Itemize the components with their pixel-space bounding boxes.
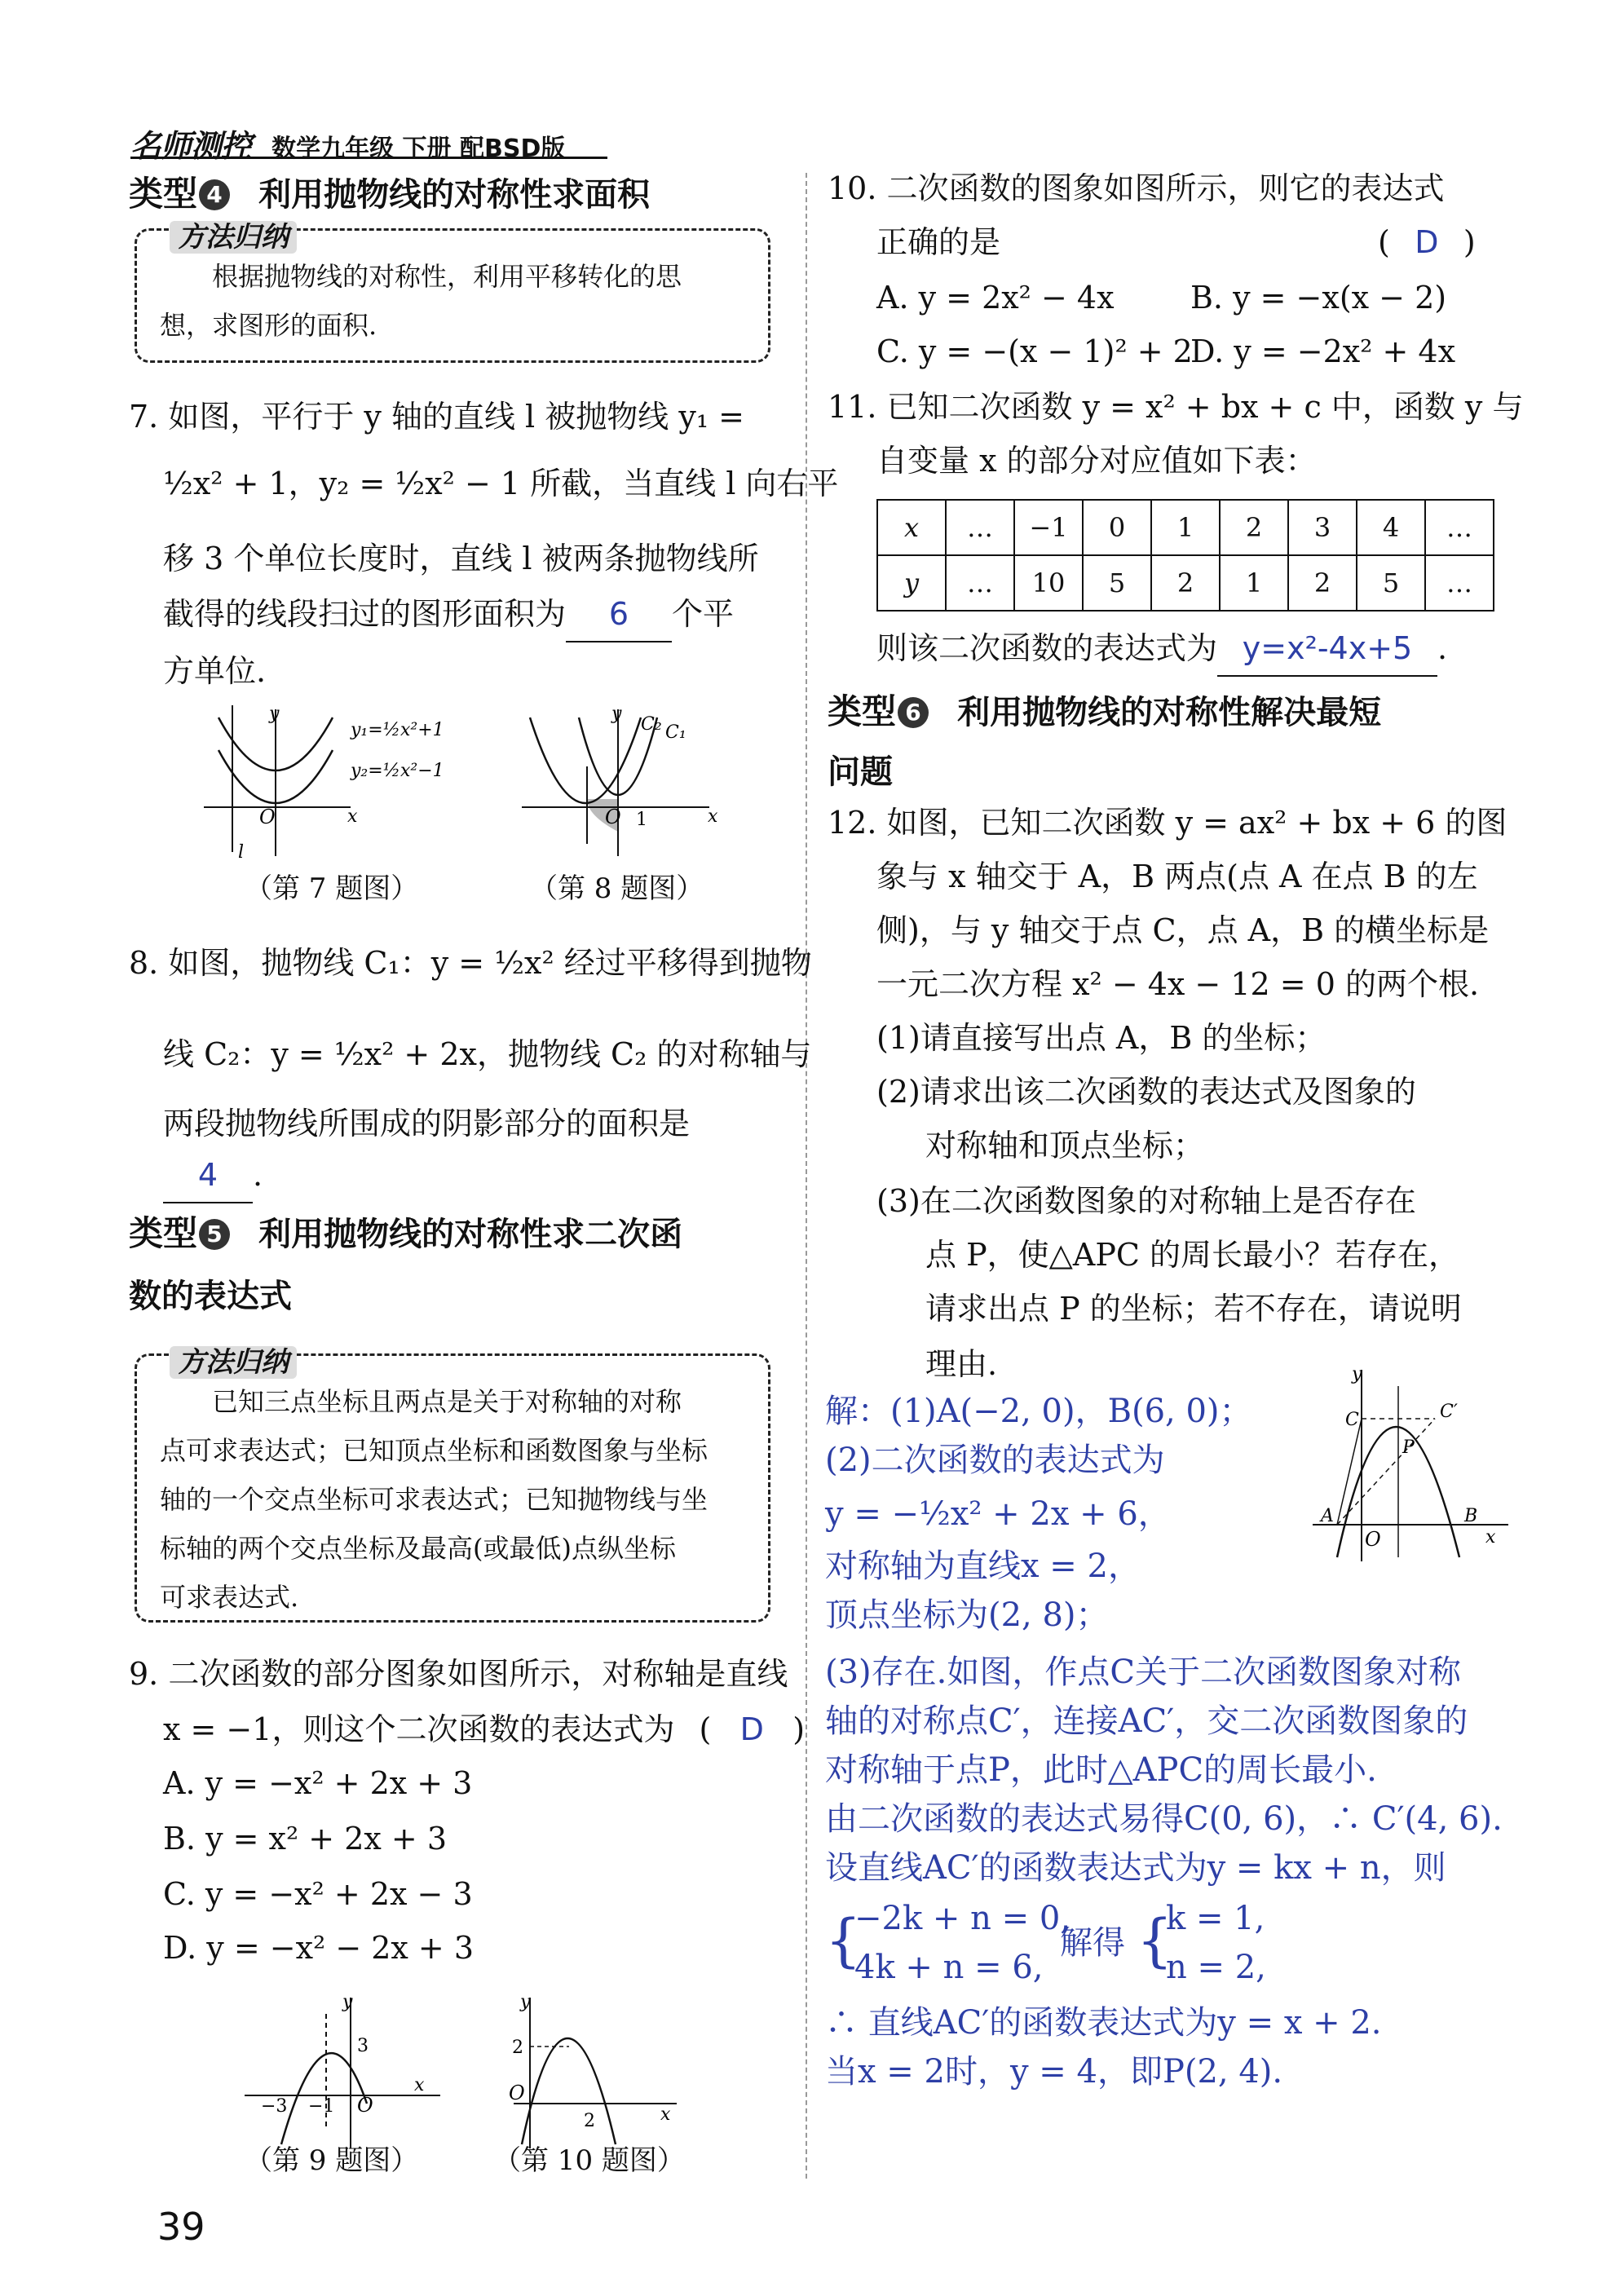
table-cell: −1 xyxy=(1014,500,1083,555)
point-a: A xyxy=(1321,1506,1334,1526)
system-eq: n = 2, xyxy=(1166,1949,1266,1986)
q12-line: 12. 如图，已知二次函数 y = ax² + bx + 6 的图 xyxy=(828,805,1508,841)
table-cell: 1 xyxy=(1220,555,1288,611)
q10-option: C. y = −(x − 1)² + 2 xyxy=(876,333,1193,369)
q10-option: B. y = −x(x − 2) xyxy=(1190,280,1447,316)
q11-answer: y=x²-4x+5 xyxy=(1217,621,1437,677)
figure-12 xyxy=(1304,1362,1516,1565)
fig9-caption: （第 9 题图） xyxy=(245,2144,419,2177)
table-cell: 2 xyxy=(1151,555,1220,611)
axis-y-label: y xyxy=(342,1992,353,2012)
tick-2-y: 2 xyxy=(512,2038,523,2058)
solution-line: ∴ 直线AC′的函数表达式为y = x + 2. xyxy=(825,2004,1382,2042)
axis-x-label: x xyxy=(660,2104,671,2125)
q9-answer-line: x = −1，则这个二次函数的表达式为 ( D ) xyxy=(163,1702,805,1756)
q12-line: 对称轴和顶点坐标； xyxy=(925,1128,1205,1163)
label-y1: y₁=½x²+1 xyxy=(351,720,444,740)
type6-heading xyxy=(828,685,1381,734)
q8-answer-line xyxy=(163,1148,263,1203)
tick-minus3: −3 xyxy=(261,2096,288,2117)
tick-3: 3 xyxy=(357,2036,369,2056)
q8-line: 两段抛物线所围成的阴影部分的面积是 xyxy=(163,1106,691,1141)
q8-line: 8. 如图，抛物线 C₁：y = ½x² 经过平移得到抛物 xyxy=(129,945,812,981)
solution-line: 设直线AC′的函数表达式为y = kx + n，则 xyxy=(825,1849,1446,1887)
method-line: 想，求图形的面积. xyxy=(160,310,377,341)
type-badge: 类型 4 xyxy=(129,167,230,216)
q10-line: 10. 二次函数的图象如图所示，则它的表达式 xyxy=(828,170,1445,206)
book-logo: 名师测控 xyxy=(130,128,252,164)
brace-right: { xyxy=(1137,1907,1173,1974)
fig8-caption: （第 8 题图） xyxy=(530,872,704,905)
axis-y-label: y xyxy=(269,704,280,724)
q7-answer-line xyxy=(163,587,734,642)
q7-line: ½x² + 1，y₂ = ½x² − 1 所截，当直线 l 向右平 xyxy=(163,466,839,501)
point-p: P xyxy=(1402,1437,1415,1458)
solve-word: 解得 xyxy=(1060,1924,1125,1962)
parabola xyxy=(522,2038,616,2144)
figure-9 xyxy=(236,1989,448,2152)
q10-option: A. y = 2x² − 4x xyxy=(876,280,1115,316)
solution-line: 顶点坐标为(2, 8)； xyxy=(825,1596,1109,1634)
axis-y-label: y xyxy=(611,704,622,724)
line-l-label: l xyxy=(238,842,245,863)
table-cell: 5 xyxy=(1357,555,1425,611)
q9-answer: D xyxy=(739,1711,764,1747)
type-badge: 类型 6 xyxy=(828,685,929,734)
q12-line: 理由. xyxy=(925,1346,998,1382)
fig7-caption: （第 7 题图） xyxy=(245,872,419,905)
method-line: 点可求表达式；已知顶点坐标和函数图象与坐标 xyxy=(160,1435,709,1466)
q9-option: D. y = −x² − 2x + 3 xyxy=(163,1930,475,1966)
type6-title-cont: 问题 xyxy=(828,753,893,791)
table-cell: 2 xyxy=(1220,500,1288,555)
q9-line: x = −1，则这个二次函数的表达式为 xyxy=(163,1711,675,1747)
q9-option: A. y = −x² + 2x + 3 xyxy=(163,1765,473,1801)
parabola-c2 xyxy=(530,718,641,803)
axis-x-label: x xyxy=(414,2075,425,2095)
axis-x-label: x xyxy=(708,806,718,827)
q8-answer: 4 xyxy=(163,1148,253,1203)
figure-8 xyxy=(514,701,726,864)
value-table xyxy=(876,499,1494,612)
q9-option: B. y = x² + 2x + 3 xyxy=(163,1821,447,1857)
tick-one: 1 xyxy=(636,810,647,830)
method-line: 标轴的两个交点坐标及最高(或最低)点纵坐标 xyxy=(160,1533,676,1564)
solution-line: 由二次函数的表达式易得C(0, 6)，∴ C′(4, 6). xyxy=(825,1800,1503,1838)
brace-left: { xyxy=(825,1907,862,1974)
type5-title: 利用抛物线的对称性求二次函 xyxy=(258,1216,683,1253)
label-y2: y₂=½x²−1 xyxy=(351,761,444,781)
method-box-4 xyxy=(135,221,770,363)
system-eq: 4k + n = 6, xyxy=(854,1949,1044,1986)
figure-7 xyxy=(188,701,497,864)
point-c: C xyxy=(1345,1410,1359,1430)
type5-heading xyxy=(129,1207,682,1256)
axis-y-label: y xyxy=(520,1992,531,2012)
q12-line: 请求出点 P 的坐标；若不存在，请说明 xyxy=(925,1291,1462,1327)
q10-option: D. y = −2x² + 4x xyxy=(1190,333,1456,369)
method-line: 轴的一个交点坐标可求表达式；已知抛物线与坐 xyxy=(160,1484,709,1515)
q7-line: 截得的线段扫过的图形面积为 xyxy=(163,596,567,632)
point-b: B xyxy=(1464,1506,1478,1526)
table-cell: … xyxy=(1425,555,1494,611)
page-number: 39 xyxy=(157,2205,205,2249)
axis-x-label: x xyxy=(1485,1527,1496,1548)
origin-label: O xyxy=(605,806,621,828)
method-tag: 方法归纳 xyxy=(170,1346,297,1379)
q10-answer: D xyxy=(1415,224,1439,260)
q10-line: 正确的是 xyxy=(876,224,1001,260)
table-cell: … xyxy=(946,555,1014,611)
fig10-caption: （第 10 题图） xyxy=(493,2144,685,2177)
segment-ac2 xyxy=(1337,1419,1435,1525)
q7-line: 移 3 个单位长度时，直线 l 被两条抛物线所 xyxy=(163,541,759,576)
table-cell: 2 xyxy=(1288,555,1357,611)
type-number: 5 xyxy=(199,1219,230,1250)
q12-line: 侧)，与 y 轴交于点 C，点 A，B 的横坐标是 xyxy=(876,912,1490,948)
solution-line: 对称轴为直线x = 2， xyxy=(825,1548,1141,1585)
q12-line: (2)请求出该二次函数的表达式及图象的 xyxy=(876,1074,1416,1110)
q11-result-line xyxy=(876,621,1447,677)
tick-2-x: 2 xyxy=(584,2111,595,2131)
q11-end: . xyxy=(1437,630,1448,666)
origin-label: O xyxy=(509,2082,525,2104)
solution-line: (3)存在.如图，作点C关于二次函数图象对称 xyxy=(825,1654,1461,1691)
table-cell: 10 xyxy=(1014,555,1083,611)
type5-title-cont: 数的表达式 xyxy=(129,1278,292,1315)
table-row xyxy=(877,500,1494,555)
q12-line: (3)在二次函数图象的对称轴上是否存在 xyxy=(876,1183,1416,1219)
type-number: 4 xyxy=(199,179,230,210)
solution-line: 对称轴于点P，此时△APC的周长最小. xyxy=(825,1751,1377,1789)
table-cell: 0 xyxy=(1083,500,1151,555)
origin-label: O xyxy=(259,806,276,828)
book-subtitle: 数学九年级 下册 配BSD版 xyxy=(271,135,566,163)
type-badge: 类型 5 xyxy=(129,1207,230,1256)
q7-answer: 6 xyxy=(566,587,672,642)
table-cell: x xyxy=(877,500,946,555)
q7-line: 方单位. xyxy=(163,653,267,689)
table-cell: … xyxy=(1425,500,1494,555)
table-cell: 5 xyxy=(1083,555,1151,611)
q12-line: (1)请直接写出点 A，B 的坐标； xyxy=(876,1020,1327,1056)
q10-answer-bracket: ( D ) xyxy=(1378,215,1476,269)
header-rule xyxy=(130,157,607,159)
type4-title: 利用抛物线的对称性求面积 xyxy=(258,176,651,214)
table-cell: … xyxy=(946,500,1014,555)
table-cell: y xyxy=(877,555,946,611)
method-box-5 xyxy=(135,1346,770,1623)
type-number: 6 xyxy=(898,697,929,728)
table-cell: 3 xyxy=(1288,500,1357,555)
q7-suffix: 个平 xyxy=(672,596,735,632)
method-line: 已知三点坐标且两点是关于对称轴的对称 xyxy=(212,1386,682,1417)
q11-result-prefix: 则该二次函数的表达式为 xyxy=(876,630,1218,666)
label-c2: C₂ xyxy=(641,714,662,735)
system-eq: −2k + n = 0, xyxy=(854,1900,1071,1937)
label-c1: C₁ xyxy=(665,722,686,743)
q12-line: 一元二次方程 x² − 4x − 12 = 0 的两个根. xyxy=(876,966,1480,1002)
q9-line: 9. 二次函数的部分图象如图所示，对称轴是直线 xyxy=(129,1656,788,1692)
origin-label: O xyxy=(1365,1528,1381,1551)
solution-line: (2)二次函数的表达式为 xyxy=(825,1442,1165,1479)
solution-line: 解：(1)A(−2, 0)，B(6, 0)； xyxy=(825,1393,1252,1430)
type4-heading xyxy=(129,167,650,216)
q8-end: . xyxy=(253,1157,263,1193)
q11-line: 11. 已知二次函数 y = x² + bx + c 中，函数 y 与 xyxy=(828,389,1524,425)
solution-line: 当x = 2时，y = 4，即P(2, 4). xyxy=(825,2053,1283,2091)
q7-line: 7. 如图，平行于 y 轴的直线 l 被抛物线 y₁ = xyxy=(129,399,744,435)
q8-line: 线 C₂：y = ½x² + 2x，抛物线 C₂ 的对称轴与 xyxy=(163,1036,812,1072)
table-cell: 4 xyxy=(1357,500,1425,555)
q11-line: 自变量 x 的部分对应值如下表： xyxy=(876,443,1317,479)
figure-10 xyxy=(497,1989,693,2152)
table-row xyxy=(877,555,1494,611)
method-tag: 方法归纳 xyxy=(170,221,297,254)
axis-y-label: y xyxy=(1352,1364,1362,1384)
solution-line: y = −½x² + 2x + 6， xyxy=(825,1495,1171,1533)
origin-label: O xyxy=(357,2094,373,2117)
table-cell: 1 xyxy=(1151,500,1220,555)
q9-option: C. y = −x² + 2x − 3 xyxy=(163,1876,473,1912)
solution-line: 轴的对称点C′，连接AC′，交二次函数图象的 xyxy=(825,1702,1468,1740)
q12-line: 点 P，使△APC 的周长最小？若存在， xyxy=(925,1237,1460,1273)
tick-minus1: −1 xyxy=(308,2096,335,2117)
method-line: 可求表达式. xyxy=(160,1582,299,1613)
method-line: 根据抛物线的对称性，利用平移转化的思 xyxy=(212,261,682,292)
type6-title: 利用抛物线的对称性解决最短 xyxy=(957,694,1382,731)
point-c-prime: C′ xyxy=(1440,1402,1458,1422)
q12-line: 象与 x 轴交于 A，B 两点(点 A 在点 B 的左 xyxy=(876,859,1478,894)
system-eq: k = 1, xyxy=(1166,1900,1265,1937)
axis-x-label: x xyxy=(347,806,358,827)
